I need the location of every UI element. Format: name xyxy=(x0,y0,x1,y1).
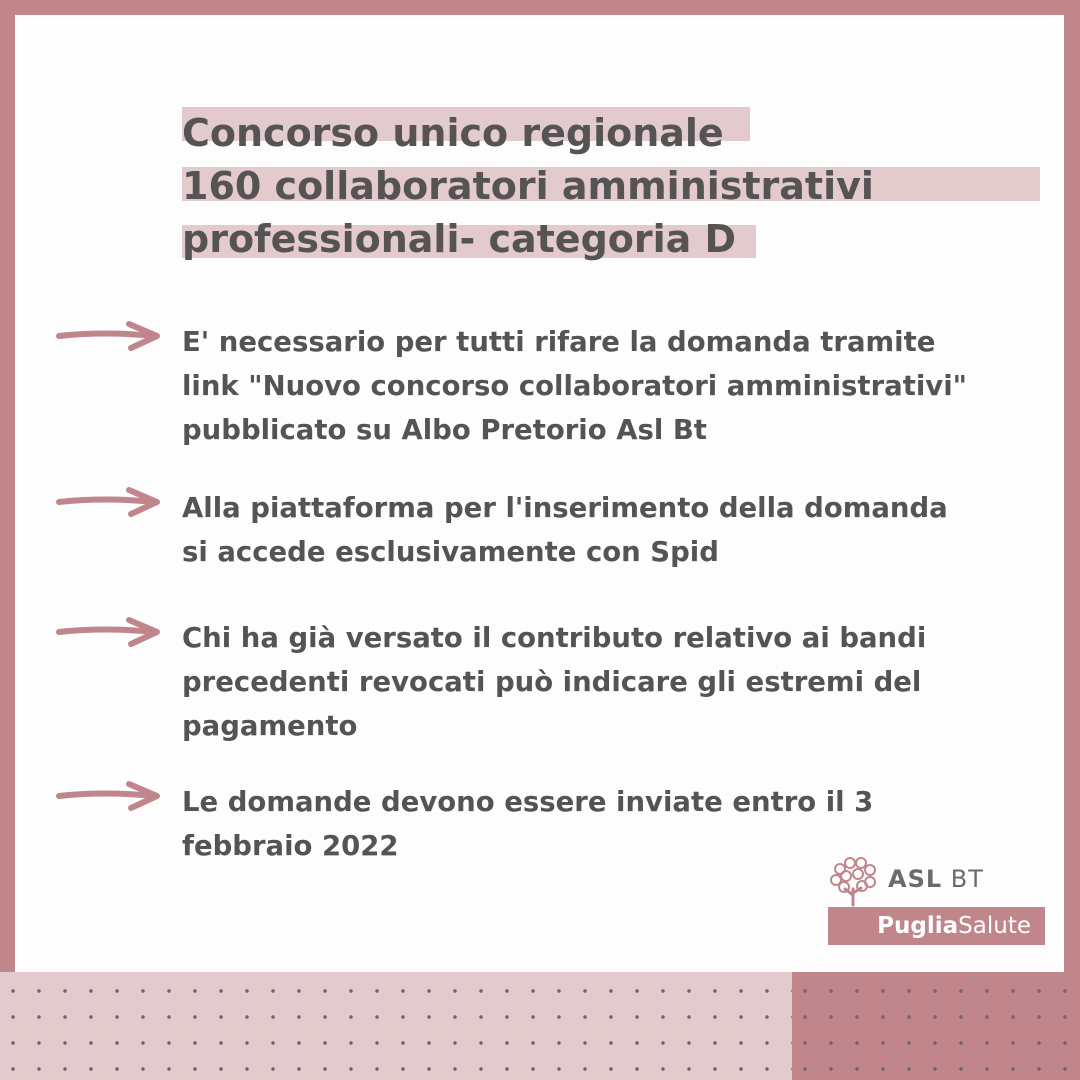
logo-asl-bt: ASL BT xyxy=(888,865,984,893)
title-text: professionali- categoria D xyxy=(182,217,737,261)
title-line-2 xyxy=(182,160,874,213)
title-line-1 xyxy=(182,107,874,160)
tree-icon xyxy=(828,855,880,907)
title-line-3 xyxy=(182,213,874,266)
content-card xyxy=(15,15,1064,972)
title-block xyxy=(182,107,874,266)
bullet-text: Chi ha già versato il contributo relativo ai bandi precedenti revocati può indicare gli estremi del pagamento xyxy=(182,622,927,742)
arrow-icon xyxy=(55,484,165,518)
bullet-text: Alla piattaforma per l'inserimento della domanda si accede esclusivamente con Spid xyxy=(182,492,948,568)
arrow-icon xyxy=(55,778,165,812)
arrow-icon xyxy=(55,318,165,352)
bullet-text: Le domande devono essere inviate entro il 3 febbraio 2022 xyxy=(182,786,874,862)
bullet-text: E' necessario per tutti rifare la domanda tramite link "Nuovo concorso collaboratori amministrativi" pubblicato su Albo Pretorio Asl Bt xyxy=(182,326,967,446)
title-text: Concorso unico regionale xyxy=(182,111,724,155)
dotted-band-accent xyxy=(792,972,1080,1080)
title-text: 160 collaboratori amministrativi xyxy=(182,164,874,208)
arrow-icon xyxy=(55,614,165,648)
logo-puglia-salute: PugliaSalute xyxy=(828,907,1045,945)
asl-bt-logo xyxy=(828,855,1046,945)
